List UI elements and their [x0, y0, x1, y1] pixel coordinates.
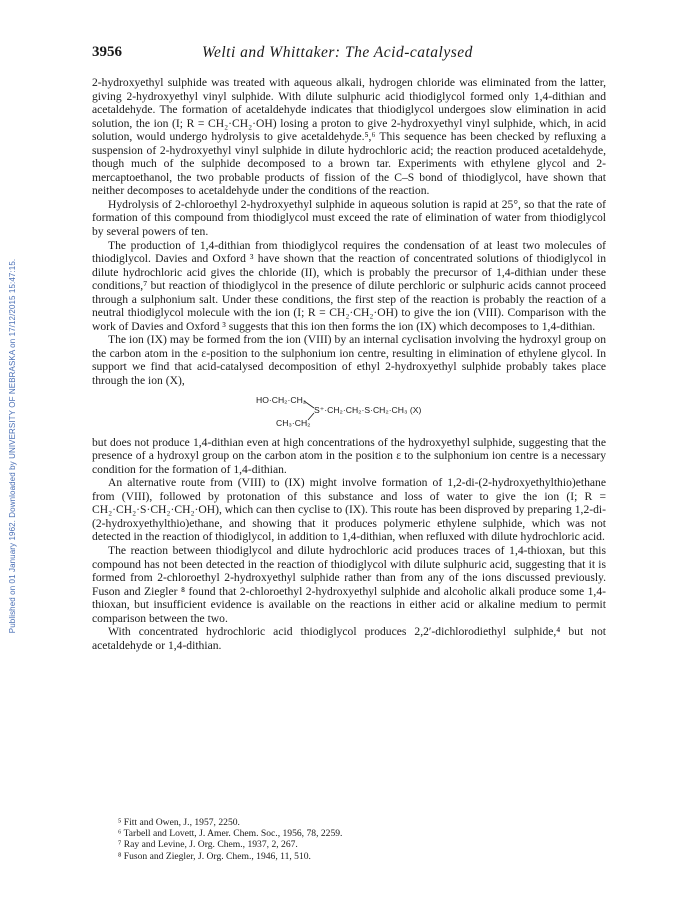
- structural-formula: [92, 394, 606, 430]
- footnote: ⁷ Ray and Levine, J. Org. Chem., 1937, 2, 267.: [118, 839, 298, 851]
- paragraph: The ion (IX) may be formed from the ion (VIII) by an internal cyclisation involving the hydroxyl group on the carbon atom in the ε-position to the sulphonium ion centre, resulting in elimination of ethylene glycol. In support we find that acid-catalysed decomposition of ethyl 2-hydroxyethyl sulphide probably takes place through the ion (X),: [92, 333, 606, 388]
- formula-line: S⁺·CH₂·CH₂·S·CH₂·CH₃ (X): [314, 404, 422, 415]
- paragraph: but does not produce 1,4-dithian even at high concentrations of the hydroxyethyl sulphide, suggesting that the presence of a hydroxyl group on the carbon atom in the position ε to the sulphonium ion centre is a necessary condition for the formation of 1,4-dithian.: [92, 435, 606, 476]
- paragraph: An alternative route from (VIII) to (IX) might involve formation of 1,2-di-(2-hydroxyethylthio)ethane from (VIII), followed by protonation of this substance and loss of water to give the ion (I; R = CH₂·CH₂·S·CH₂·CH₂·OH), which can then cyclise to (IX). This route has been disproved by preparing 1,2-di-(2-hydroxyethylthio)ethane, and showing that it produces polymeric ethylene sulphide, which was not detected in the reaction of thiodiglycol, in addition to 1,4-dithian, when refluxed with dilute hydrochloric acid.: [92, 476, 606, 544]
- paragraph: The production of 1,4-dithian from thiodiglycol requires the condensation of at least two molecules of thiodiglycol. Davies and Oxford ³ have shown that the reaction of concentrated solutions of thiodiglycol in dilute hydrochloric acid gives the chloride (II), which is probably the precursor of 1,4-dithian under these conditions,⁷ but reaction of thiodiglycol in the presence of dilute perchloric or sulphuric acids cannot proceed through a sulphonium salt. Under these conditions, the first step of the reaction is probably the reaction of a neutral thiodiglycol molecule with the ion (I; R = CH₂·CH₂·OH) to give the ion (VIII). Comparison with the work of Davies and Oxford ³ suggests that this ion then forms the ion (IX) which decomposes to 1,4-dithian.: [92, 238, 606, 333]
- paragraph: 2-hydroxyethyl sulphide was treated with aqueous alkali, hydrogen chloride was eliminated from the latter, giving 2-hydroxyethyl vinyl sulphide. With dilute sulphuric acid thiodiglycol formed only 1,4-dithian and acetaldehyde. The formation of acetaldehyde indicates that thiodiglycol undergoes slow elimination in acid solution, the ion (I; R = CH₂·CH₂·OH) losing a proton to give 2-hydroxyethyl vinyl sulphide, which, in acid solution, would undergo hydrolysis to give acetaldehyde.⁵,⁶ This sequence has been checked by refluxing a suspension of 2-hydroxyethyl vinyl sulphide in dilute hydrochloric acid; the reaction produced acetaldehyde, though much of the sulphide decomposed to a brown tar. Experiments with ethylene glycol and 2-mercaptoethanol, the two probable products of fission of the C–S bond of thiodiglycol, have shown that neither decomposes to acetaldehyde under the conditions of the reaction.: [92, 76, 606, 198]
- paragraph: With concentrated hydrochloric acid thiodiglycol produces 2,2′-dichlorodiethyl sulphide,⁴ but not acetaldehyde or 1,4-dithian.: [92, 625, 606, 652]
- page-number: 3956: [92, 44, 122, 60]
- footnote: ⁸ Fuson and Ziegler, J. Org. Chem., 1946, 11, 510.: [118, 850, 311, 862]
- footnote: ⁶ Tarbell and Lovett, J. Amer. Chem. Soc., 1956, 78, 2259.: [118, 828, 343, 840]
- page-header: [92, 44, 604, 66]
- formula-line: CH₃·CH₂: [276, 417, 311, 428]
- footnote: ⁵ Fitt and Owen, J., 1957, 2250.: [118, 817, 240, 828]
- paragraph: The reaction between thiodiglycol and dilute hydrochloric acid produces traces of 1,4-thioxan, but this compound has not been detected in the reaction of thiodiglycol with dilute sulphuric acid, suggesting that it is formed from 2-chloroethyl 2-hydroxyethyl sulphide rather than from any of the ions discussed previously. Fuson and Ziegler ⁸ found that 2-chloroethyl 2-hydroxyethyl sulphide and alcoholic alkali produce some 1,4-thioxan, but insufficient evidence is available on the reactions in either acid or alkaline medium to permit comparison between the two.: [92, 543, 606, 625]
- formula-line: HO·CH₂·CH₂: [256, 394, 307, 405]
- download-watermark: Published on 01 January 1962. Downloaded by UNIVERSITY OF NEBRASKA on 17/12/2015 15:47:15.: [8, 258, 17, 634]
- article-body: [92, 76, 606, 652]
- footnotes: [118, 817, 578, 862]
- running-title: Welti and Whittaker: The Acid-catalysed: [202, 44, 473, 61]
- paragraph: Hydrolysis of 2-chloroethyl 2-hydroxyethyl sulphide in aqueous solution is rapid at 25°, so that the rate of formation of this compound from thiodiglycol must exceed the rate of elimination of water from thiodiglycol by several powers of ten.: [92, 197, 606, 239]
